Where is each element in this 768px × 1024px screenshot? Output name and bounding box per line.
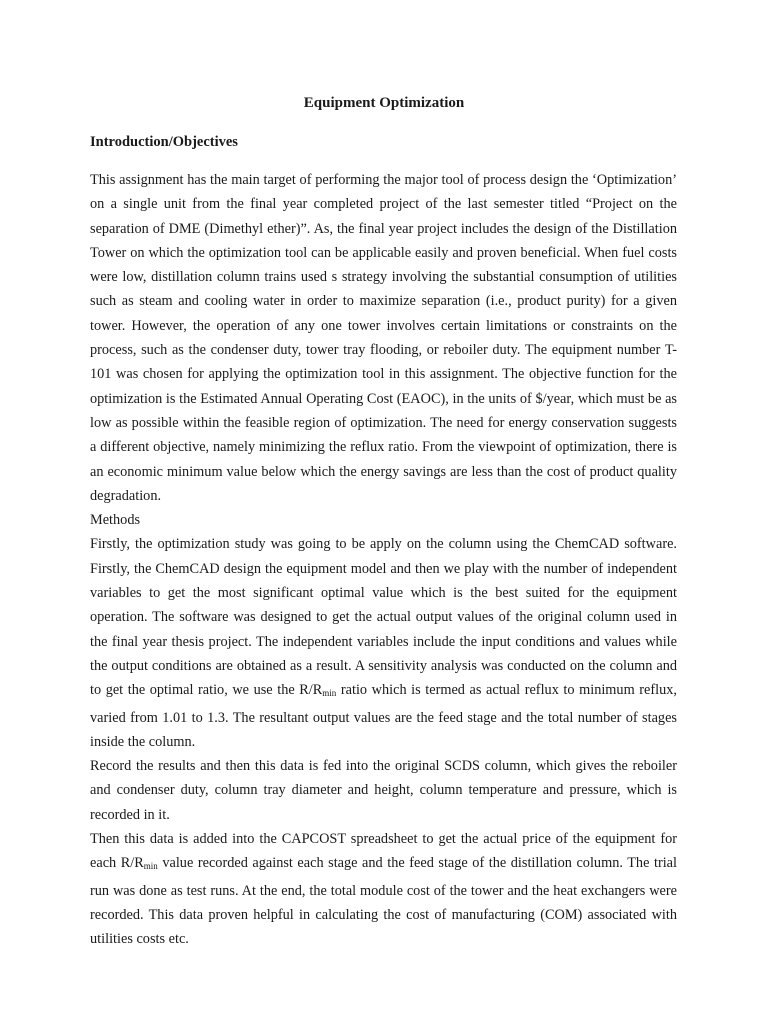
- record-paragraph: Record the results and then this data is fed into the original SCDS column, which gives the reboiler and condenser duty, column tray diameter and height, column temperature and pressure, which is recorded in it.: [90, 758, 677, 823]
- methods-text-end: ratio which is termed as actual reflux to minimum reflux, varied from 1.01 to 1.3. The resultant output values are the feed stage and the total number of stages inside the column.: [90, 682, 677, 750]
- methods-paragraph: [90, 532, 677, 754]
- capcost-text-end: value recorded against each stage and the feed stage of the distillation column. The trial run was done as test runs. At the end, the total module cost of the tower and the heat exchangers were recorded. This data proven helpful in calculating the cost of manufacturing (COM) associated with utilities costs etc.: [90, 855, 677, 948]
- capcost-text-start: Then this data is added into the CAPCOST spreadsheet to get the actual price of the equipment for each R/R: [90, 831, 677, 872]
- methods-text-start: Firstly, the optimization study was going to be apply on the column using the ChemCAD software. Firstly, the ChemCAD design the equipment model and then we play with the number of independent variables to get the most significant optimal value which is the best suited for the equipment operation. The software was designed to get the actual output values of the original column used in the final year thesis project. The independent variables include the input conditions and values while the output conditions are obtained as a result. A sensitivity analysis was conducted on the column and to get the optimal ratio, we use the R/R: [90, 536, 677, 699]
- capcost-paragraph: [90, 827, 677, 951]
- methods-heading: Methods: [90, 512, 141, 529]
- document-title: Equipment Optimization: [303, 95, 465, 111]
- subscript-min: min: [143, 861, 158, 872]
- intro-paragraph: This assignment has the main target of performing the major tool of process design the ‘Optimization’ on a single unit from the final year completed project of the last semester titled “Project on the separation of DME (Dimethyl ether)”. As, the final year project includes the design of the Distillation Tower on which the optimization tool can be applicable easily and proven beneficial. When fuel costs were low, distillation column trains used s strategy involving the substantial consumption of utilities such as steam and cooling water in order to maximize separation (i.e., product purity) for a given tower. However, the operation of any one tower involves certain limitations or constraints on the process, such as the condenser duty, tower tray flooding, or reboiler duty. The equipment number T-101 was chosen for applying the optimization tool in this assignment. The objective function for the optimization is the Estimated Annual Operating Cost (EAOC), in the units of $/year, which must be as low as possible within the feasible region of optimization. The need for energy conservation suggests a different objective, namely minimizing the reflux ratio. From the viewpoint of optimization, there is an economic minimum value below which the energy savings are less than the cost of product quality degradation.: [90, 172, 677, 504]
- section-heading: Introduction/Objectives: [90, 134, 238, 150]
- subscript-min: min: [322, 688, 337, 699]
- document-body: [90, 168, 677, 952]
